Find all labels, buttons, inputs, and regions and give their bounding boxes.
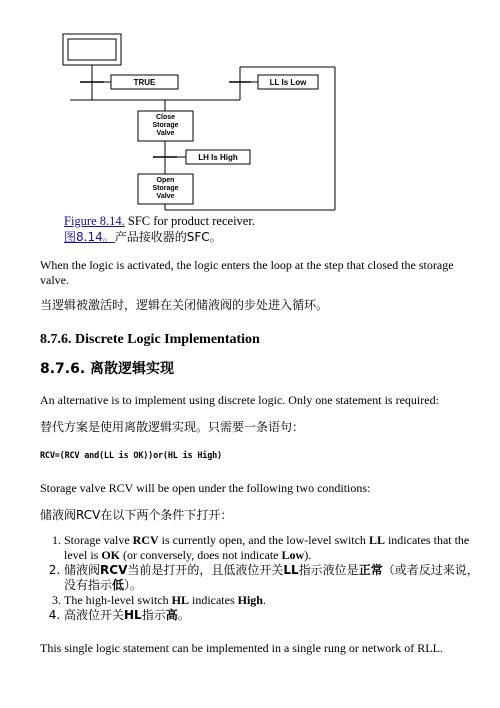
list-text: is currently open, and the low-level switch bbox=[158, 533, 369, 547]
list-bold: HL bbox=[124, 608, 142, 622]
step-close-line1: Close bbox=[155, 114, 176, 121]
list-bold: Low bbox=[281, 548, 305, 562]
section-heading-cn: 8.7.6. 离散逻辑实现 bbox=[40, 361, 175, 377]
list-item bbox=[64, 608, 484, 623]
list-bold: 高 bbox=[165, 608, 178, 622]
transition-label-lh-high: LH Is High bbox=[198, 153, 238, 162]
list-bold: OK bbox=[101, 548, 120, 562]
paragraph-cn: 储液阀RCV在以下两个条件下打开： bbox=[40, 508, 233, 522]
transition-label-true: TRUE bbox=[133, 78, 156, 87]
figure-caption-en bbox=[64, 214, 255, 229]
list-bold: HL bbox=[171, 593, 189, 607]
section-heading-en: 8.7.6. Discrete Logic Implementation bbox=[40, 332, 260, 347]
step-close-line2: Storage bbox=[152, 122, 179, 129]
list-text: （或者反过来说，没有指示 bbox=[64, 563, 479, 592]
list-bold: High bbox=[237, 593, 263, 607]
list-bold: LL bbox=[283, 563, 299, 577]
list-text: The high-level switch bbox=[64, 593, 172, 607]
list-text: indicates that the level is bbox=[64, 533, 470, 562]
list-text: 。 bbox=[177, 608, 190, 622]
paragraph-en: An alternative is to implement using discrete logic. Only one statement is required: bbox=[40, 393, 439, 407]
transition-label-ll-low: LL Is Low bbox=[269, 78, 307, 87]
list-text: 指示液位是 bbox=[298, 563, 359, 577]
list-bold: 低 bbox=[112, 578, 125, 592]
list-text: ). bbox=[304, 548, 312, 562]
list-text: 高液位开关 bbox=[64, 608, 125, 622]
step-open-line3: Valve bbox=[156, 193, 175, 200]
figure-link[interactable]: Figure 8.14. bbox=[64, 214, 125, 228]
sfc-diagram bbox=[0, 0, 500, 215]
paragraph-en: This single logic statement can be implemented in a single rung or network of RLL. bbox=[40, 641, 443, 655]
step-open-line1: Open bbox=[156, 177, 175, 184]
list-text: (or conversely, does not indicate bbox=[120, 548, 282, 562]
logic-statement-code: RCV=(RCV and(LL is OK))or(HL is High) bbox=[40, 451, 222, 461]
caption-text: SFC for product receiver. bbox=[124, 214, 255, 228]
step-open-line2: Storage bbox=[152, 185, 179, 192]
list-text: 储液阀 bbox=[64, 563, 101, 577]
paragraph-en: When the logic is activated, the logic enters the loop at the step that closed the storage valve. bbox=[40, 258, 454, 287]
list-text: ）。 bbox=[124, 578, 143, 592]
list-bold: RCV bbox=[100, 563, 128, 577]
list-bold: RCV bbox=[132, 533, 159, 547]
paragraph-cn: 当逻辑被激活时，逻辑在关闭储液阀的步处进入循环。 bbox=[40, 298, 329, 312]
list-text: Storage valve bbox=[64, 533, 133, 547]
step-close-line3: Valve bbox=[156, 130, 175, 137]
list-text: 指示 bbox=[141, 608, 166, 622]
list-text: indicates bbox=[188, 593, 238, 607]
figure-link-cn[interactable]: 图8.14。 bbox=[64, 230, 115, 244]
list-item bbox=[64, 563, 484, 593]
list-text: . bbox=[262, 593, 266, 607]
list-bold: LL bbox=[368, 533, 385, 547]
list-item bbox=[64, 533, 484, 563]
paragraph-cn: 替代方案是使用离散逻辑实现。只需要一条语句： bbox=[40, 420, 305, 434]
conditions-list bbox=[40, 533, 484, 623]
initial-step-inner bbox=[68, 39, 116, 60]
list-bold: 正常 bbox=[358, 563, 383, 577]
list-text: 当前是打开的，且低液位开关 bbox=[127, 563, 284, 577]
figure-caption-cn bbox=[64, 230, 222, 245]
paragraph-en: Storage valve RCV will be open under the following two conditions: bbox=[40, 481, 371, 495]
list-item bbox=[64, 593, 484, 608]
caption-text-cn: 产品接收器的SFC。 bbox=[114, 230, 222, 244]
